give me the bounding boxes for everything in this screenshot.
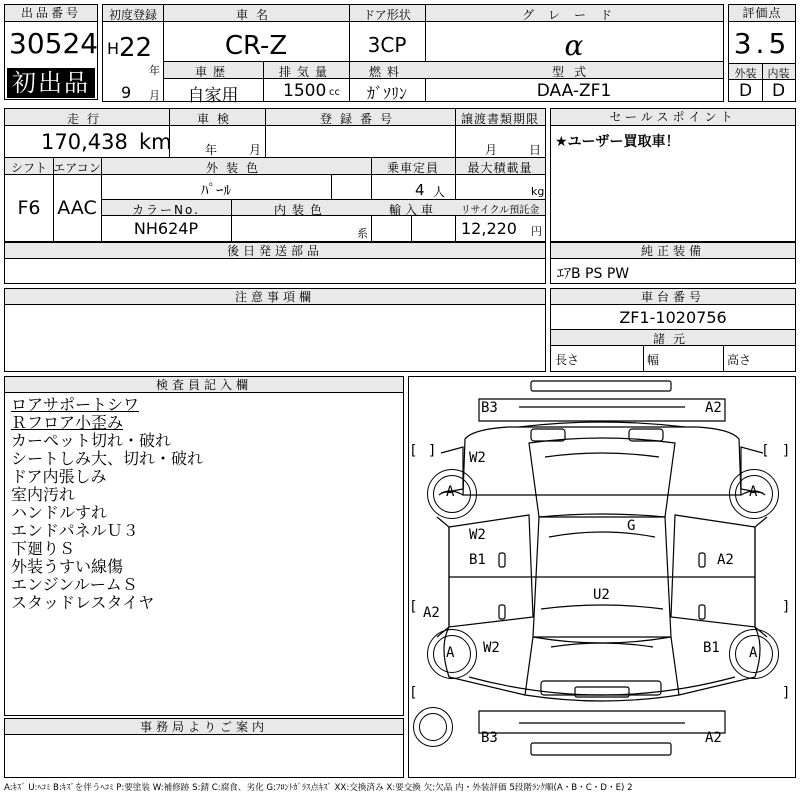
first-listing-badge: 初出品 <box>7 68 95 98</box>
tire-rear-right-mark: A <box>749 645 758 661</box>
inspector-note: 外装うすい線傷 <box>11 557 124 576</box>
length-label: 長さ <box>555 353 580 367</box>
mark-roof-g: G <box>627 518 636 534</box>
load-unit: kg <box>531 185 545 198</box>
dimensions-header: 諸元 <box>652 332 693 346</box>
equipment-text: ｴｱB PS PW <box>557 266 630 282</box>
svg-text:[: [ <box>763 443 769 459</box>
sales-point-text: ★ユーザー買取車！ <box>555 134 680 150</box>
svg-text:]: ] <box>783 599 789 615</box>
mileage-header: 走行 <box>66 112 107 126</box>
mark-front-left: B3 <box>481 400 498 416</box>
inspector-notes-list <box>11 396 203 612</box>
mark-b1-left: B1 <box>469 552 486 568</box>
svg-text:]: ] <box>783 685 789 701</box>
office-header: 事務局よりご案内 <box>5 719 403 735</box>
notes-header: 注意事項欄 <box>5 289 545 305</box>
svg-text:]: ] <box>429 443 435 459</box>
import-header: 輸入車 <box>388 203 437 217</box>
int-color-header: 内装色 <box>273 203 328 217</box>
chassis-number: ZF1-1020756 <box>619 308 727 327</box>
grade-header: グレード <box>521 8 626 22</box>
shift-header: シフト <box>10 161 47 175</box>
ac-header: エアコン <box>53 161 101 175</box>
equipment-box <box>550 242 796 284</box>
exterior-header: 外装 <box>734 67 757 80</box>
max-load-header: 最大積載量 <box>467 161 533 175</box>
inspector-note: ロアサポートシワ <box>11 395 140 414</box>
inspector-header: 検査員記入欄 <box>5 377 403 393</box>
capacity-header: 乗車定員 <box>386 161 439 175</box>
first-reg-month: 9 <box>121 83 132 102</box>
svg-text:[: [ <box>411 599 417 615</box>
spare-tire-inner <box>419 713 447 741</box>
svg-text:]: ] <box>783 443 789 459</box>
tire-rear-left-mark: A <box>446 645 455 661</box>
overall-score: 3.5 <box>733 27 791 60</box>
inspector-note: 室内汚れ <box>11 485 76 504</box>
recycle-fee: 12,220 <box>461 219 517 238</box>
recycle-header: リサイクル預託金 <box>460 205 540 216</box>
mark-w2-left-rear: W2 <box>483 640 500 656</box>
inspector-note: スタッドレスタイヤ <box>11 593 155 612</box>
fuel-header: 燃料 <box>368 65 405 79</box>
notes-box <box>4 288 546 372</box>
chassis-box <box>550 288 796 372</box>
height-label: 高さ <box>727 353 752 367</box>
color-no-header: カラーNo. <box>132 203 200 217</box>
month-unit: 月 <box>149 89 160 102</box>
svg-text:[: [ <box>411 443 417 459</box>
capacity-value: 4 <box>415 181 425 199</box>
sales-point-box <box>550 108 796 242</box>
inspector-note: シートしみ大、切れ・破れ <box>11 449 204 468</box>
int-color-unit: 系 <box>357 227 368 240</box>
office-box <box>4 718 404 778</box>
model-code: DAA-ZF1 <box>536 81 612 101</box>
interior-score: D <box>771 81 786 101</box>
color-value: ﾊﾟｰﾙ <box>200 181 231 199</box>
inspection-header: 車検 <box>196 112 237 126</box>
transfer-month-unit: 月 <box>485 143 498 157</box>
mark-a2-right: A2 <box>717 552 734 568</box>
shift-value: F6 <box>17 197 41 219</box>
displacement-header: 排気量 <box>278 65 333 79</box>
inspector-box <box>4 376 404 716</box>
color-header: 外装色 <box>205 161 266 175</box>
later-parts-box <box>4 242 546 284</box>
era-letter: H <box>107 39 120 58</box>
model-header: 型式 <box>551 65 596 79</box>
tire-front-right-mark: A <box>749 484 758 500</box>
inspector-note: Ｒフロア小歪み <box>11 413 124 432</box>
mark-rear-left: B3 <box>481 730 498 746</box>
car-diagram <box>409 377 795 777</box>
car-name-header: 車名 <box>235 8 276 22</box>
mark-w2-center: W2 <box>469 527 486 543</box>
inspection-month-unit: 月 <box>249 143 262 157</box>
chassis-header: 車台番号 <box>551 289 795 305</box>
later-parts-header: 後日発送部品 <box>5 243 545 259</box>
recycle-unit: 円 <box>531 225 542 238</box>
mark-rear-right: A2 <box>705 730 722 746</box>
year-unit: 年 <box>149 64 160 77</box>
lot-number-header: 出品番号 <box>5 5 97 22</box>
inspector-note: エンジンルームＳ <box>11 575 138 594</box>
fuel: ｶﾞｿﾘﾝ <box>366 84 407 103</box>
mileage-value: 170,438 <box>41 130 128 154</box>
legend: A:ｷｽﾞ U:ﾍｺﾐ B:ｷｽﾞを伴うﾍｺﾐ P:要塗装 W:補修跡 S:錆 C:腐食、劣化 G:ﾌﾛﾝﾄｶﾞﾗｽ点ｷｽﾞ XX:交換済み X:要交換 欠:欠品 内・外装評価 5段階ﾗﾝｸ順(A・B・C・D・E) 2 <box>4 783 633 793</box>
ac-value: AAC <box>57 197 97 219</box>
width-label: 幅 <box>647 353 660 367</box>
lot-number-box <box>4 4 98 100</box>
inspector-note: カーペット切れ・破れ <box>11 431 172 450</box>
inspector-note: ドア内張しみ <box>11 467 107 486</box>
car-name: CR-Z <box>224 31 288 61</box>
svg-text:[: [ <box>411 685 417 701</box>
car-history: 自家用 <box>187 86 239 106</box>
mark-a2-left-rear: A2 <box>423 605 440 621</box>
mark-b1-right: B1 <box>703 640 720 656</box>
transfer-header: 譲渡書類期限 <box>460 112 539 126</box>
capacity-unit: 人 <box>433 185 446 199</box>
spec-box <box>4 108 546 242</box>
lot-number: 30524 <box>9 27 99 60</box>
transfer-day-unit: 日 <box>529 143 542 157</box>
mark-front-right: A2 <box>705 400 722 416</box>
cc-unit: cc <box>329 87 340 98</box>
inspection-year-unit: 年 <box>205 143 218 157</box>
inspector-note: 下廻りＳ <box>11 539 76 558</box>
first-reg-year: 22 <box>119 33 153 63</box>
tire-front-left-mark: A <box>446 484 455 500</box>
mark-u2-center: U2 <box>593 587 610 603</box>
inspector-note: エンドパネルＵ３ <box>11 521 139 540</box>
equipment-header: 純正装備 <box>551 243 795 259</box>
mileage-unit: km <box>139 130 172 154</box>
vehicle-info-box <box>102 4 724 106</box>
color-number: NH624P <box>133 219 199 238</box>
door-header: ドア形状 <box>363 8 411 22</box>
inspector-note: ハンドルすれ <box>11 503 108 522</box>
sales-point-header: セールスポイント <box>551 109 795 126</box>
history-header: 車歴 <box>194 65 231 79</box>
reg-number-header: 登録番号 <box>319 112 400 126</box>
first-reg-header: 初度登録 <box>108 8 157 22</box>
interior-header: 内装 <box>767 67 790 80</box>
exterior-score: D <box>738 81 753 101</box>
door-type: 3CP <box>367 33 407 57</box>
grade: α <box>564 29 584 62</box>
score-box <box>728 4 796 102</box>
car-diagram-box <box>408 376 796 778</box>
score-header: 評価点 <box>729 5 795 22</box>
mark-w2-left-front: W2 <box>469 450 486 466</box>
displacement: 1500 <box>283 81 327 101</box>
